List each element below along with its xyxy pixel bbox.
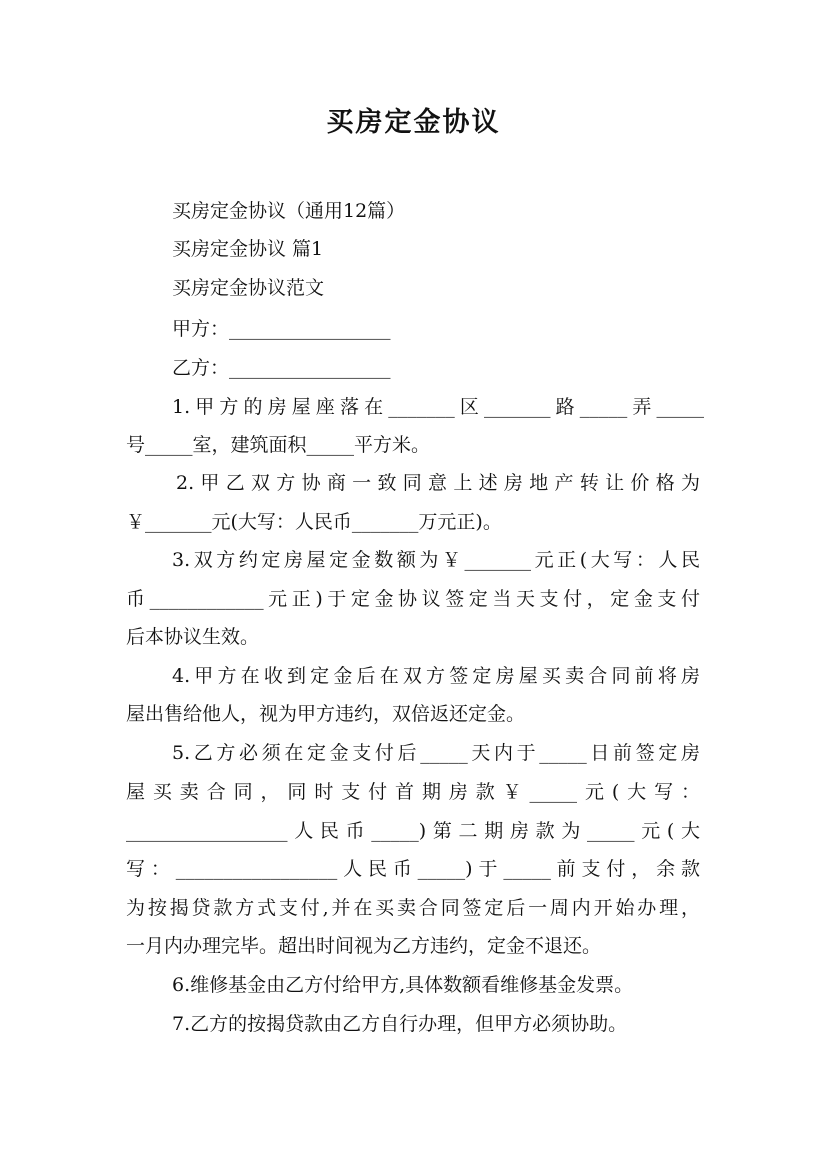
clause-3-line-1: 3.双方约定房屋定金数额为￥_______元正(大写：人民 [172, 549, 700, 571]
clause-1-line-1: 1.甲方的房屋座落在_______区_______路_____弄_____ [172, 396, 704, 418]
document-title: 买房定金协议 [326, 107, 501, 138]
clause-5-line-6: 一月内办理完毕。超出时间视为乙方违约，定金不退还。 [126, 935, 602, 957]
clause-3-line-2: 币____________元正)于定金协议签定当天支付，定金支付 [126, 588, 700, 610]
section-heading: 买房定金协议 篇1 [172, 238, 324, 260]
clause-4-line-2: 屋出售给他人，视为甲方违约，双倍返还定金。 [126, 703, 526, 725]
clause-4-line-1: 4.甲方在收到定金后在双方签定房屋买卖合同前将房 [172, 665, 700, 687]
clause-5-line-4: 写：_________________人民币_____)于_____前支付，余款 [126, 858, 700, 880]
section-subheading: 买房定金协议范文 [172, 277, 325, 299]
clause-5-line-2: 屋买卖合同，同时支付首期房款￥_____元(大写： [126, 781, 700, 803]
clause-7-line-1: 7.乙方的按揭贷款由乙方自行办理，但甲方必须协助。 [172, 1013, 628, 1035]
clause-5-line-5: 为按揭贷款方式支付,并在买卖合同签定后一周内开始办理， [126, 897, 700, 919]
clause-6-line-1: 6.维修基金由乙方付给甲方,具体数额看维修基金发票。 [172, 974, 634, 996]
clause-1-line-2: 号_____室，建筑面积_____平方米。 [126, 434, 431, 456]
party-b-line: 乙方：_________________ [172, 357, 391, 379]
clause-2-line-1: 2.甲乙双方协商一致同意上述房地产转让价格为 [176, 472, 700, 494]
clause-3-line-3: 后本协议生效。 [126, 626, 260, 648]
clause-2-line-2: ￥_______元(大写：人民币_______万元正)。 [126, 511, 502, 533]
party-a-line: 甲方：_________________ [172, 318, 391, 340]
document-subtitle: 买房定金协议（通用12篇） [172, 200, 406, 222]
clause-5-line-3: _________________人民币_____)第二期房款为_____元(大 [126, 820, 700, 842]
clause-5-line-1: 5.乙方必须在定金支付后_____天内于_____日前签定房 [172, 742, 700, 764]
